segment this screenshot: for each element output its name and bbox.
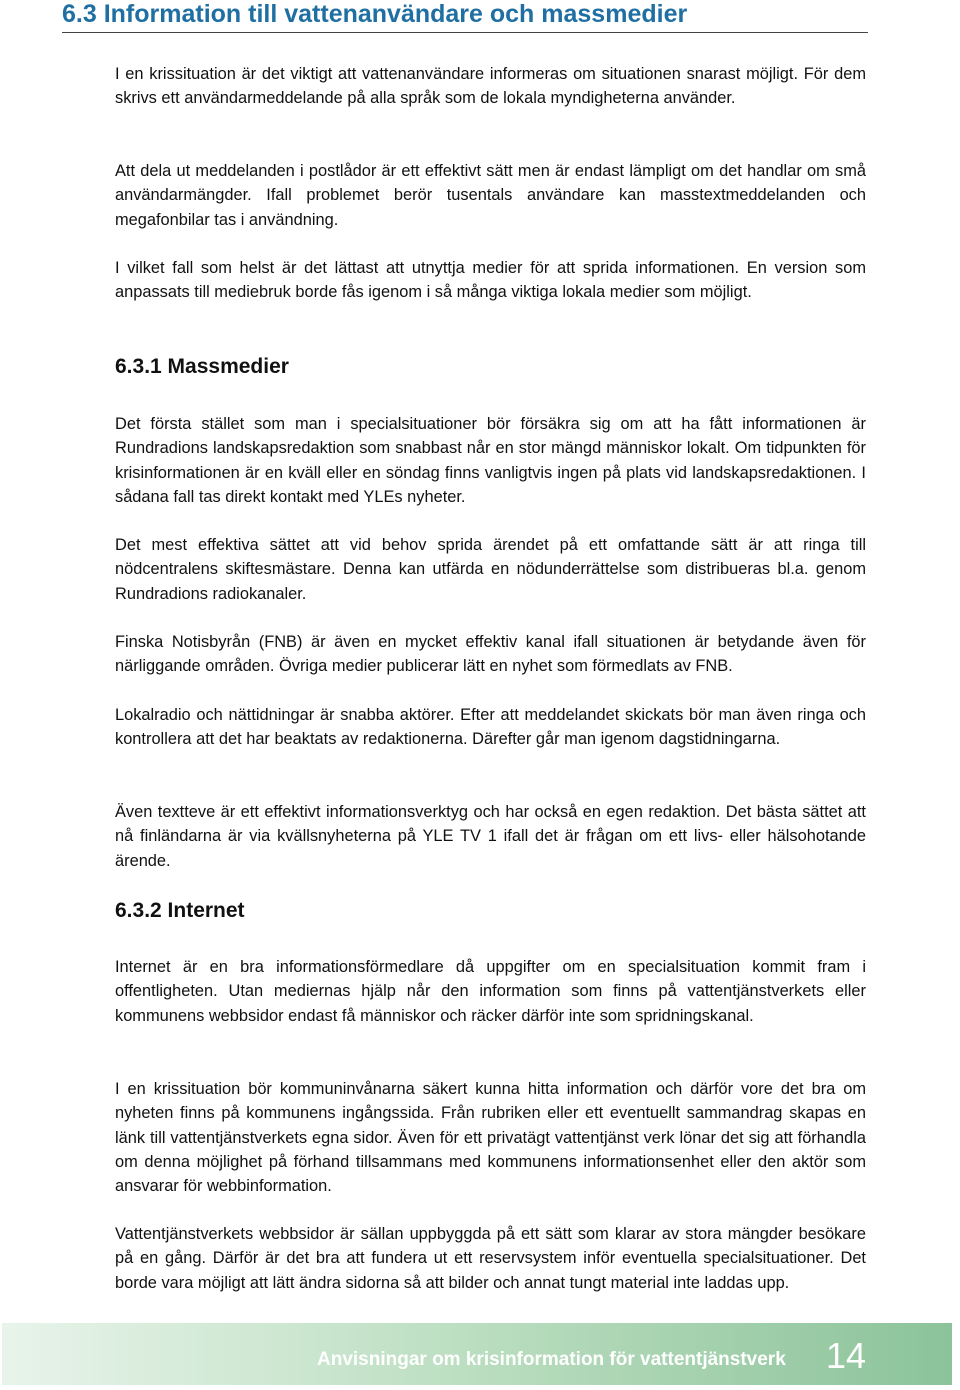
- section-heading: 6.3 Information till vattenanvändare och massmedier: [62, 0, 868, 33]
- paragraph-massmedier-5: Även textteve är ett effektivt informationsverktyg och har också en egen redaktion. Det bästa sättet att nå finländarna är via kvällsnyheterna på YLE TV 1 ifall det är frågan om ett livs- eller hälsohotande ärende.: [115, 803, 866, 870]
- paragraph-internet-3: Vattentjänstverkets webbsidor är sällan uppbyggda på ett sätt som klarar av stora mängder besökare på en gång. Därför är det bra att fundera ut ett reservsystem inför eventuella specialsituationer. Det borde vara möjligt att lätt ändra sidorna så att bilder och annat tungt material inte laddas upp.: [115, 1225, 866, 1292]
- paragraph-massmedier-4: Lokalradio och nättidningar är snabba aktörer. Efter att meddelandet skickats bör man även ringa och kontrollera att det har beaktats av redaktionerna. Därefter går man igenom dagstidningarna.: [115, 706, 866, 749]
- paragraph-massmedier-2: Det mest effektiva sättet att vid behov sprida ärendet på ett omfattande sätt är att ringa till nödcentralens skiftesmästare. Denna kan utfärda en nödunderrättelse som distribueras bl.a. genom Rundradions radiokanaler.: [115, 536, 866, 603]
- paragraph-intro-1: I en krissituation är det viktigt att vattenanvändare informeras om situationen snarast möjligt. För dem skrivs ett användarmeddelande på alla språk som de lokala myndigheterna använder.: [115, 65, 866, 108]
- page-number: 14: [826, 1335, 867, 1376]
- paragraph-internet-2: I en krissituation bör kommuninvånarna säkert kunna hitta information och därför vore det bra om nyheten finns på kommunens ingångssida. Från rubriken eller ett eventuellt sammandrag skapas en länk till vattentjänstverkets egna sidor. Även för ett privatägt vattentjänst verk lönar det sig att förhandla om denna möjlighet på förhand tillsammans med kommunens informationsenhet eller den aktör som ansvarar för webbinformation.: [115, 1080, 866, 1196]
- paragraph-internet-1: Internet är en bra informationsförmedlare då uppgifter om en specialsituation kommit fram i offentligheten. Utan mediernas hjälp når den information som finns på vattentjänstverkets eller kommunens webbsidor endast få människor och räcker därför inte som spridningskanal.: [115, 958, 866, 1025]
- subheading-massmedier: 6.3.1 Massmedier: [115, 355, 289, 378]
- paragraph-massmedier-1: Det första stället som man i specialsituationer bör försäkra sig om att ha fått informationen är Rundradions landskapsredaktion som snabbast når en stor mängd människor lokalt. Om tidpunkten för krisinformationen är en kväll eller en söndag finns vanligtvis ingen på plats vid landskapsredaktionen. I sådana fall tas direkt kontakt med YLEs nyheter.: [115, 415, 866, 506]
- footer-title: Anvisningar om krisinformation för vattentjänstverk: [317, 1349, 786, 1370]
- paragraph-intro-3: I vilket fall som helst är det lättast att utnyttja medier för att sprida informationen. En version som anpassats till mediebruk borde fås igenom i så många viktiga lokala medier som möjligt.: [115, 259, 866, 302]
- subheading-internet: 6.3.2 Internet: [115, 899, 245, 922]
- paragraph-intro-2: Att dela ut meddelanden i postlådor är ett effektivt sätt men är endast lämpligt om det handlar om små användarmängder. Ifall problemet berör tusentals användare kan masstextmeddelanden och megafonbilar tas i användning.: [115, 162, 866, 229]
- paragraph-massmedier-3: Finska Notisbyrån (FNB) är även en mycket effektiv kanal ifall situationen är betydande även för närliggande områden. Övriga medier publicerar lätt en nyhet som förmedlats av FNB.: [115, 633, 866, 676]
